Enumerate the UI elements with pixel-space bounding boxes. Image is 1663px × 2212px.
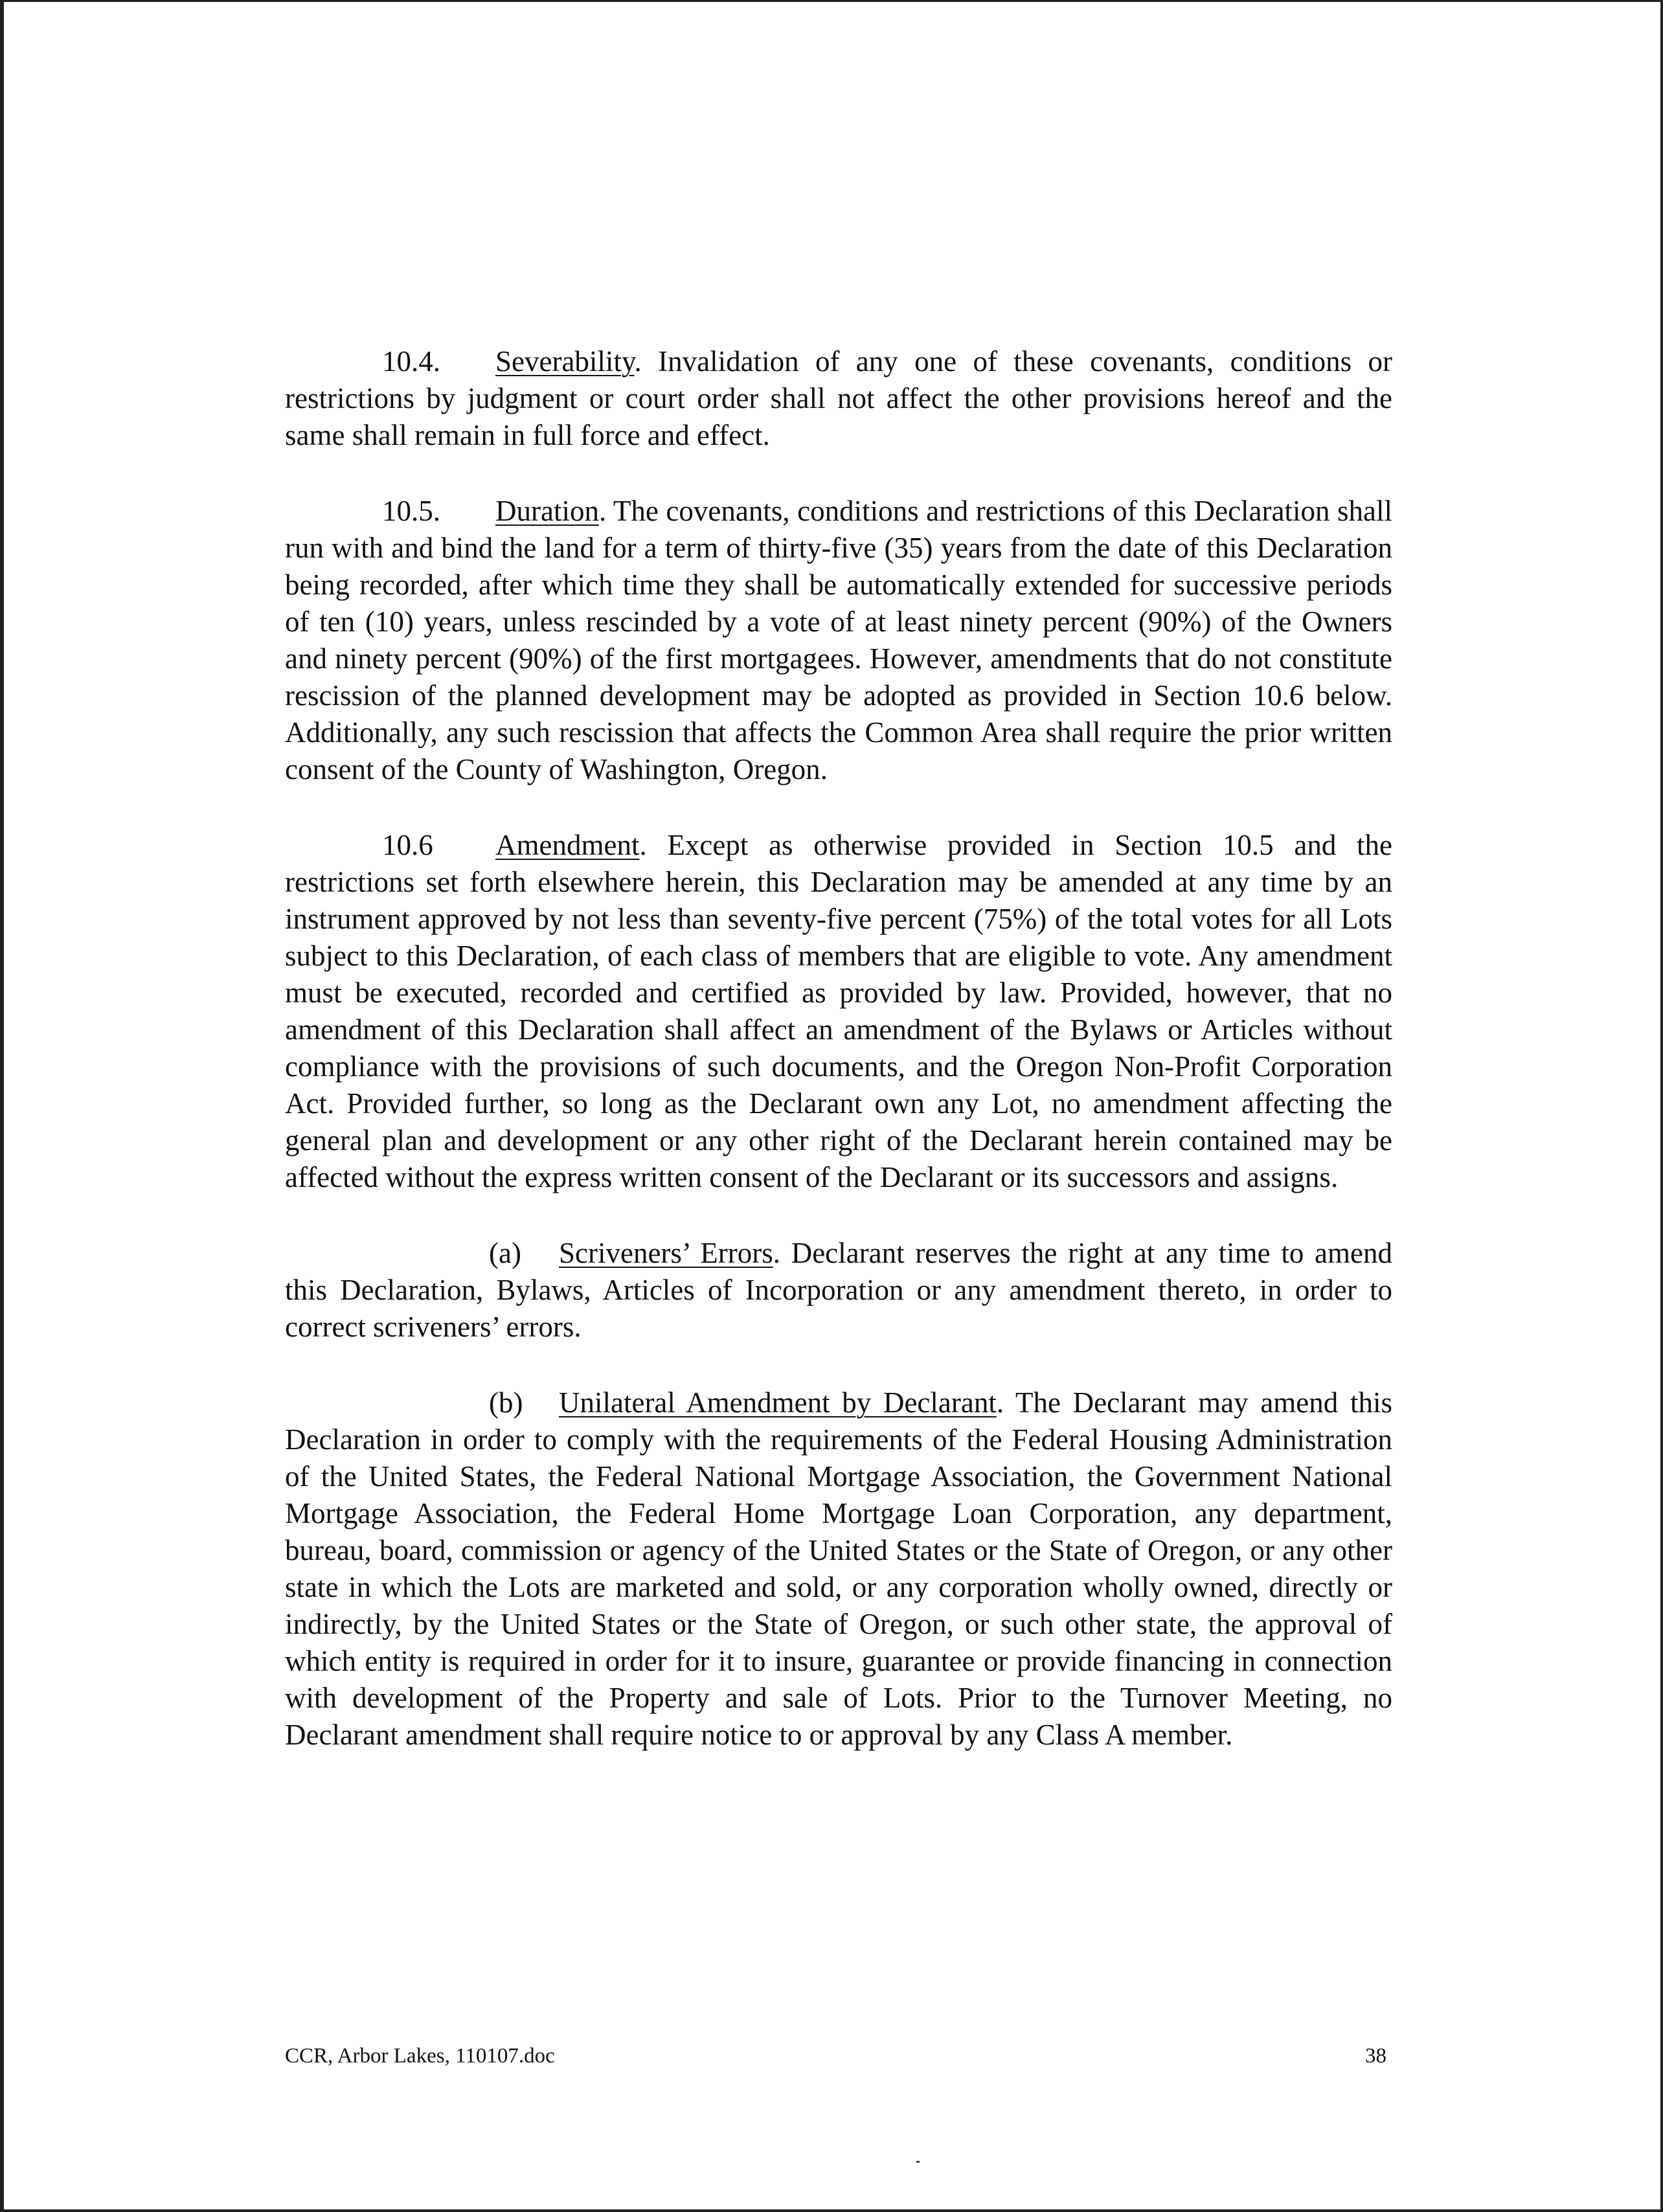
section-heading: Amendment xyxy=(495,829,640,861)
section-number: 10.5. xyxy=(382,495,440,527)
section-text: . Except as otherwise provided in Section 10.5 and the restrictions set forth elsewhere herein, this Declaration may be amended at any time by an instrument approved by not less than seventy-five percent (75%) of the total votes for all Lots subject to this Declaration, of each class of members that are eligible to vote. Any amendment must be executed, recorded and certified as provided by law. Provided, however, that no amendment of this Declaration shall affect an amendment of the Bylaws or Articles without compliance with the provisions of such documents, and the Oregon Non-Profit Corporation Act. Provided further, so long as the Declarant own any Lot, no amendment affecting the general plan and development or any other right of the Declarant herein contained may be affected without the express written consent of the Declarant or its successors and assigns. xyxy=(285,829,1392,1193)
subsection-label: (b) xyxy=(489,1386,523,1419)
scan-speck xyxy=(916,2161,920,2163)
section-10-4 xyxy=(285,343,1392,454)
section-number: 10.4. xyxy=(382,345,440,378)
section-text: . Invalidation of any one of these covenants, conditions or restrictions by judgment or court order shall not affect the other provisions hereof and the same shall remain in full force and effect. xyxy=(285,345,1392,451)
footer-filename: CCR, Arbor Lakes, 110107.doc xyxy=(285,2044,555,2068)
footer-page-number: 38 xyxy=(1365,2044,1386,2068)
subsection-heading: Unilateral Amendment by Declarant xyxy=(559,1386,997,1419)
section-10-5 xyxy=(285,493,1392,788)
subsection-heading: Scriveners’ Errors xyxy=(559,1237,773,1269)
subsection-b xyxy=(285,1384,1392,1754)
subsection-text: . Declarant reserves the right at any time to amend this Declaration, Bylaws, Articles of Incorporation or any amendment thereto, in order to correct scriveners’ errors. xyxy=(285,1237,1392,1343)
document-body xyxy=(285,343,1392,1792)
subsection-text: . The Declarant may amend this Declaration in order to comply with the requirements of the Federal Housing Administration of the United States, the Federal National Mortgage Association, the Government National Mortgage Association, the Federal Home Mortgage Loan Corporation, any department, bureau, board, commission or agency of the United States or the State of Oregon, or any other state in which the Lots are marketed and sold, or any corporation wholly owned, directly or indirectly, by the United States or the State of Oregon, or such other state, the approval of which entity is required in order for it to insure, guarantee or provide financing in connection with development of the Property and sale of Lots. Prior to the Turnover Meeting, no Declarant amendment shall require notice to or approval by any Class A member. xyxy=(285,1386,1392,1751)
section-heading: Duration xyxy=(495,495,599,527)
section-heading: Severability xyxy=(495,345,635,378)
subsection-label: (a) xyxy=(489,1237,521,1269)
section-text: . The covenants, conditions and restrictions of this Declaration shall run with and bind the land for a term of thirty-five (35) years from the date of this Declaration being recorded, after which time they shall be automatically extended for successive periods of ten (10) years, unless rescinded by a vote of at least ninety percent (90%) of the Owners and ninety percent (90%) of the first mortgagees. However, amendments that do not constitute rescission of the planned development may be adopted as provided in Section 10.6 below. Additionally, any such rescission that affects the Common Area shall require the prior written consent of the County of Washington, Oregon. xyxy=(285,495,1392,785)
subsection-a xyxy=(285,1235,1392,1346)
section-10-6 xyxy=(285,827,1392,1196)
section-number: 10.6 xyxy=(382,829,433,861)
